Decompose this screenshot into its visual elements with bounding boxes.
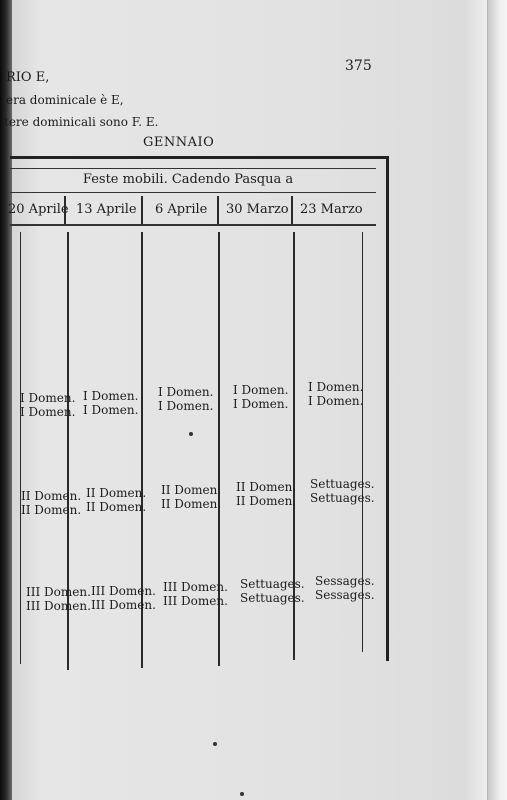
ink-speck [240,792,244,796]
table-cell-r1-c5-a: I Domen. [308,380,364,394]
table-cell-r2-c2-b: II Domen. [86,500,147,514]
col-divider-top-1 [64,196,66,224]
table-cell-r2-c4-b: II Domen. [236,494,297,508]
table-cell-r3-c1-b: III Domen. [26,599,91,613]
month-title: GENNAIO [143,135,215,150]
table-top-rule [10,168,376,169]
table-cell-r3-c1-a: III Domen. [26,585,91,599]
table-cell-r1-c1-b: I Domen. [20,405,76,419]
table-cell-r1-c4-a: I Domen. [233,383,289,397]
ink-speck [189,432,193,436]
col-header-6-aprile: 6 Aprile [155,202,208,217]
table-cell-r3-c5-a: Sessages. [315,574,375,588]
table-cell-r1-c4-b: I Domen. [233,397,289,411]
table-cell-r2-c3-a: II Domen. [161,483,222,497]
table-cell-r3-c2-a: III Domen. [91,584,156,598]
ink-speck [213,742,217,746]
table-cell-r1-c3-a: I Domen. [158,385,214,399]
table-cell-r3-c4-b: Settuages. [240,591,305,605]
column-header-rule [10,224,376,226]
table-cell-r3-c3-b: III Domen. [163,594,228,608]
table-cell-r1-c2-a: I Domen. [83,389,139,403]
column-rule-0 [20,232,21,664]
header-line-3: tere dominicali sono F. E. [4,115,159,129]
page-number: 375 [345,58,372,74]
col-divider-top-3 [217,196,219,224]
col-header-13-aprile: 13 Aprile [76,202,137,217]
table-cell-r1-c5-b: I Domen. [308,394,364,408]
table-cell-r2-c5-a: Settuages. [310,477,375,491]
table-cell-r2-c1-b: II Domen. [21,503,82,517]
table-cell-r3-c2-b: III Domen. [91,598,156,612]
table-cell-r2-c4-a: II Domen. [236,480,297,494]
page-edge [487,0,507,800]
col-header-20-aprile: 20 Aprile [8,202,69,217]
table-cell-r2-c2-a: II Domen. [86,486,147,500]
table-cell-r2-c3-b: II Domen. [161,497,222,511]
table-cell-r2-c5-b: Settuages. [310,491,375,505]
table-cell-r1-c3-b: I Domen. [158,399,214,413]
table-cell-r1-c2-b: I Domen. [83,403,139,417]
col-divider-top-4 [291,196,293,224]
col-header-23-marzo: 23 Marzo [300,202,363,217]
table-cell-r1-c1-a: I Domen. [20,391,76,405]
table-title-rule [10,192,376,193]
table-cell-r2-c1-a: II Domen. [21,489,82,503]
col-divider-top-2 [141,196,143,224]
table-title: Feste mobili. Cadendo Pasqua a [82,172,294,187]
table-cell-r3-c3-a: III Domen. [163,580,228,594]
table-cell-r3-c4-a: Settuages. [240,577,305,591]
col-header-30-marzo: 30 Marzo [226,202,289,217]
header-line-1: RIO E, [6,70,50,85]
header-line-2: era dominicale è E, [6,93,124,107]
table-cell-r3-c5-b: Sessages. [315,588,375,602]
